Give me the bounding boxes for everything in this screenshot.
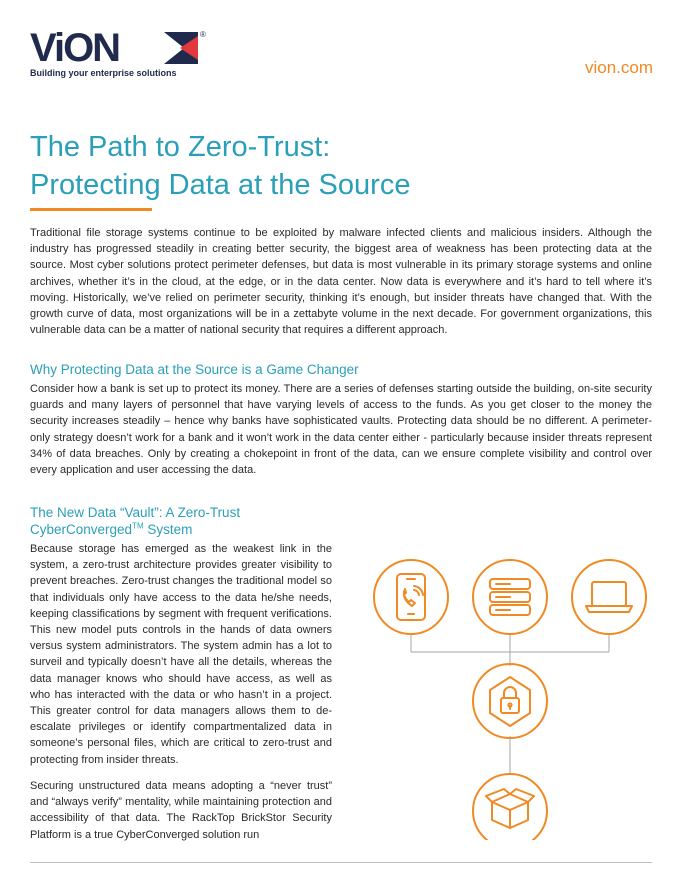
title-line-1: The Path to Zero-Trust: xyxy=(30,131,331,163)
server-icon xyxy=(473,560,547,634)
title-underline xyxy=(30,208,152,211)
title-line-2: Protecting Data at the Source xyxy=(30,169,411,201)
phone-icon xyxy=(374,560,448,634)
laptop-icon xyxy=(572,560,646,634)
registered-mark: ® xyxy=(200,30,206,39)
page-title xyxy=(30,128,650,204)
footer-divider xyxy=(30,862,652,863)
intro-paragraph: Traditional file storage systems continue to be exploited by malware infected clients and malicious insiders. Although the industry has progressed steadily in creating better security, the biggest area of weakness has been protecting data at the source. Most cyber solutions protect perimeter defenses, but data is most vulnerable in its primary storage systems and online archives, whether it’s in the cloud, at the edge, or in the data center. Now data is everywhere and it’s hard to tell where it’s moving. Historically, we’ve relied on perimeter security, thinking it’s enough, but insider threats have changed that. With the growth curve of data, most organizations will be in a zettabyte volume in the next decade. For government organizations, this vulnerable data can be a matter of national security that requires a different approach. xyxy=(30,227,652,337)
trademark-mark: TM xyxy=(132,521,144,531)
logo-chevron-icon xyxy=(164,32,198,64)
logo-wordmark: ViON xyxy=(30,26,120,70)
section1-paragraph: Consider how a bank is set up to protect its money. There are a series of defenses starting outside the building, on-site security guards and many layers of personnel that have varying levels of access to the funds. As you get closer to the money the security increases steadily – hence why banks have sophisticated vaults. Protecting data should be no different. A perimeter-only strategy doesn’t work for a bank and it won’t work in the data center either - particularly because insider threats represent 34% of data breaches. Only by creating a chokepoint in front of the data, can we ensure complete visibility and control over every application and user accessing the data. xyxy=(30,383,652,477)
section2-heading xyxy=(30,504,240,538)
connector-lines xyxy=(411,635,609,774)
zero-trust-diagram xyxy=(360,540,660,840)
lock-icon xyxy=(473,664,547,738)
section2-heading-line-1: The New Data “Vault”: A Zero-Trust xyxy=(30,505,241,520)
vion-logo xyxy=(30,26,206,80)
section2-heading-line-2-pre: CyberConverged xyxy=(30,522,133,537)
section2-paragraph-2: Securing unstructured data means adopting a “never trust” and “always verify” mentality, while maintaining protection and accessibility of that data. The RackTop BrickStor Security Platform is a true CyberConverged solution run xyxy=(30,780,332,841)
logo-tagline: Building your enterprise solutions xyxy=(30,68,177,78)
section1-heading: Why Protecting Data at the Source is a Game Changer xyxy=(30,362,359,377)
section2-paragraph-1: Because storage has emerged as the weakest link in the system, a zero-trust architecture provides greater visibility to prevent breaches. Zero-trust changes the traditional model so that individuals only have access to the data he/she needs, keeping classifications by segment with frequent verifications. This new model puts controls in the hands of data owners versus system administrators. The system admin has a lot to surveil and typically doesn’t have all the details, whereas the data manager knows who should have access, as well as who has interacted with the data or who hasn’t in a project. This greater control for data managers allows them to de-escalate privileges or identify compartmentalized data in someone’s personal files, which are critical to zero-trust and protecting from insider threats. xyxy=(30,543,332,766)
box-icon xyxy=(473,774,547,840)
section2-heading-line-2-post: System xyxy=(143,522,193,537)
website-link[interactable]: vion.com xyxy=(584,58,653,77)
